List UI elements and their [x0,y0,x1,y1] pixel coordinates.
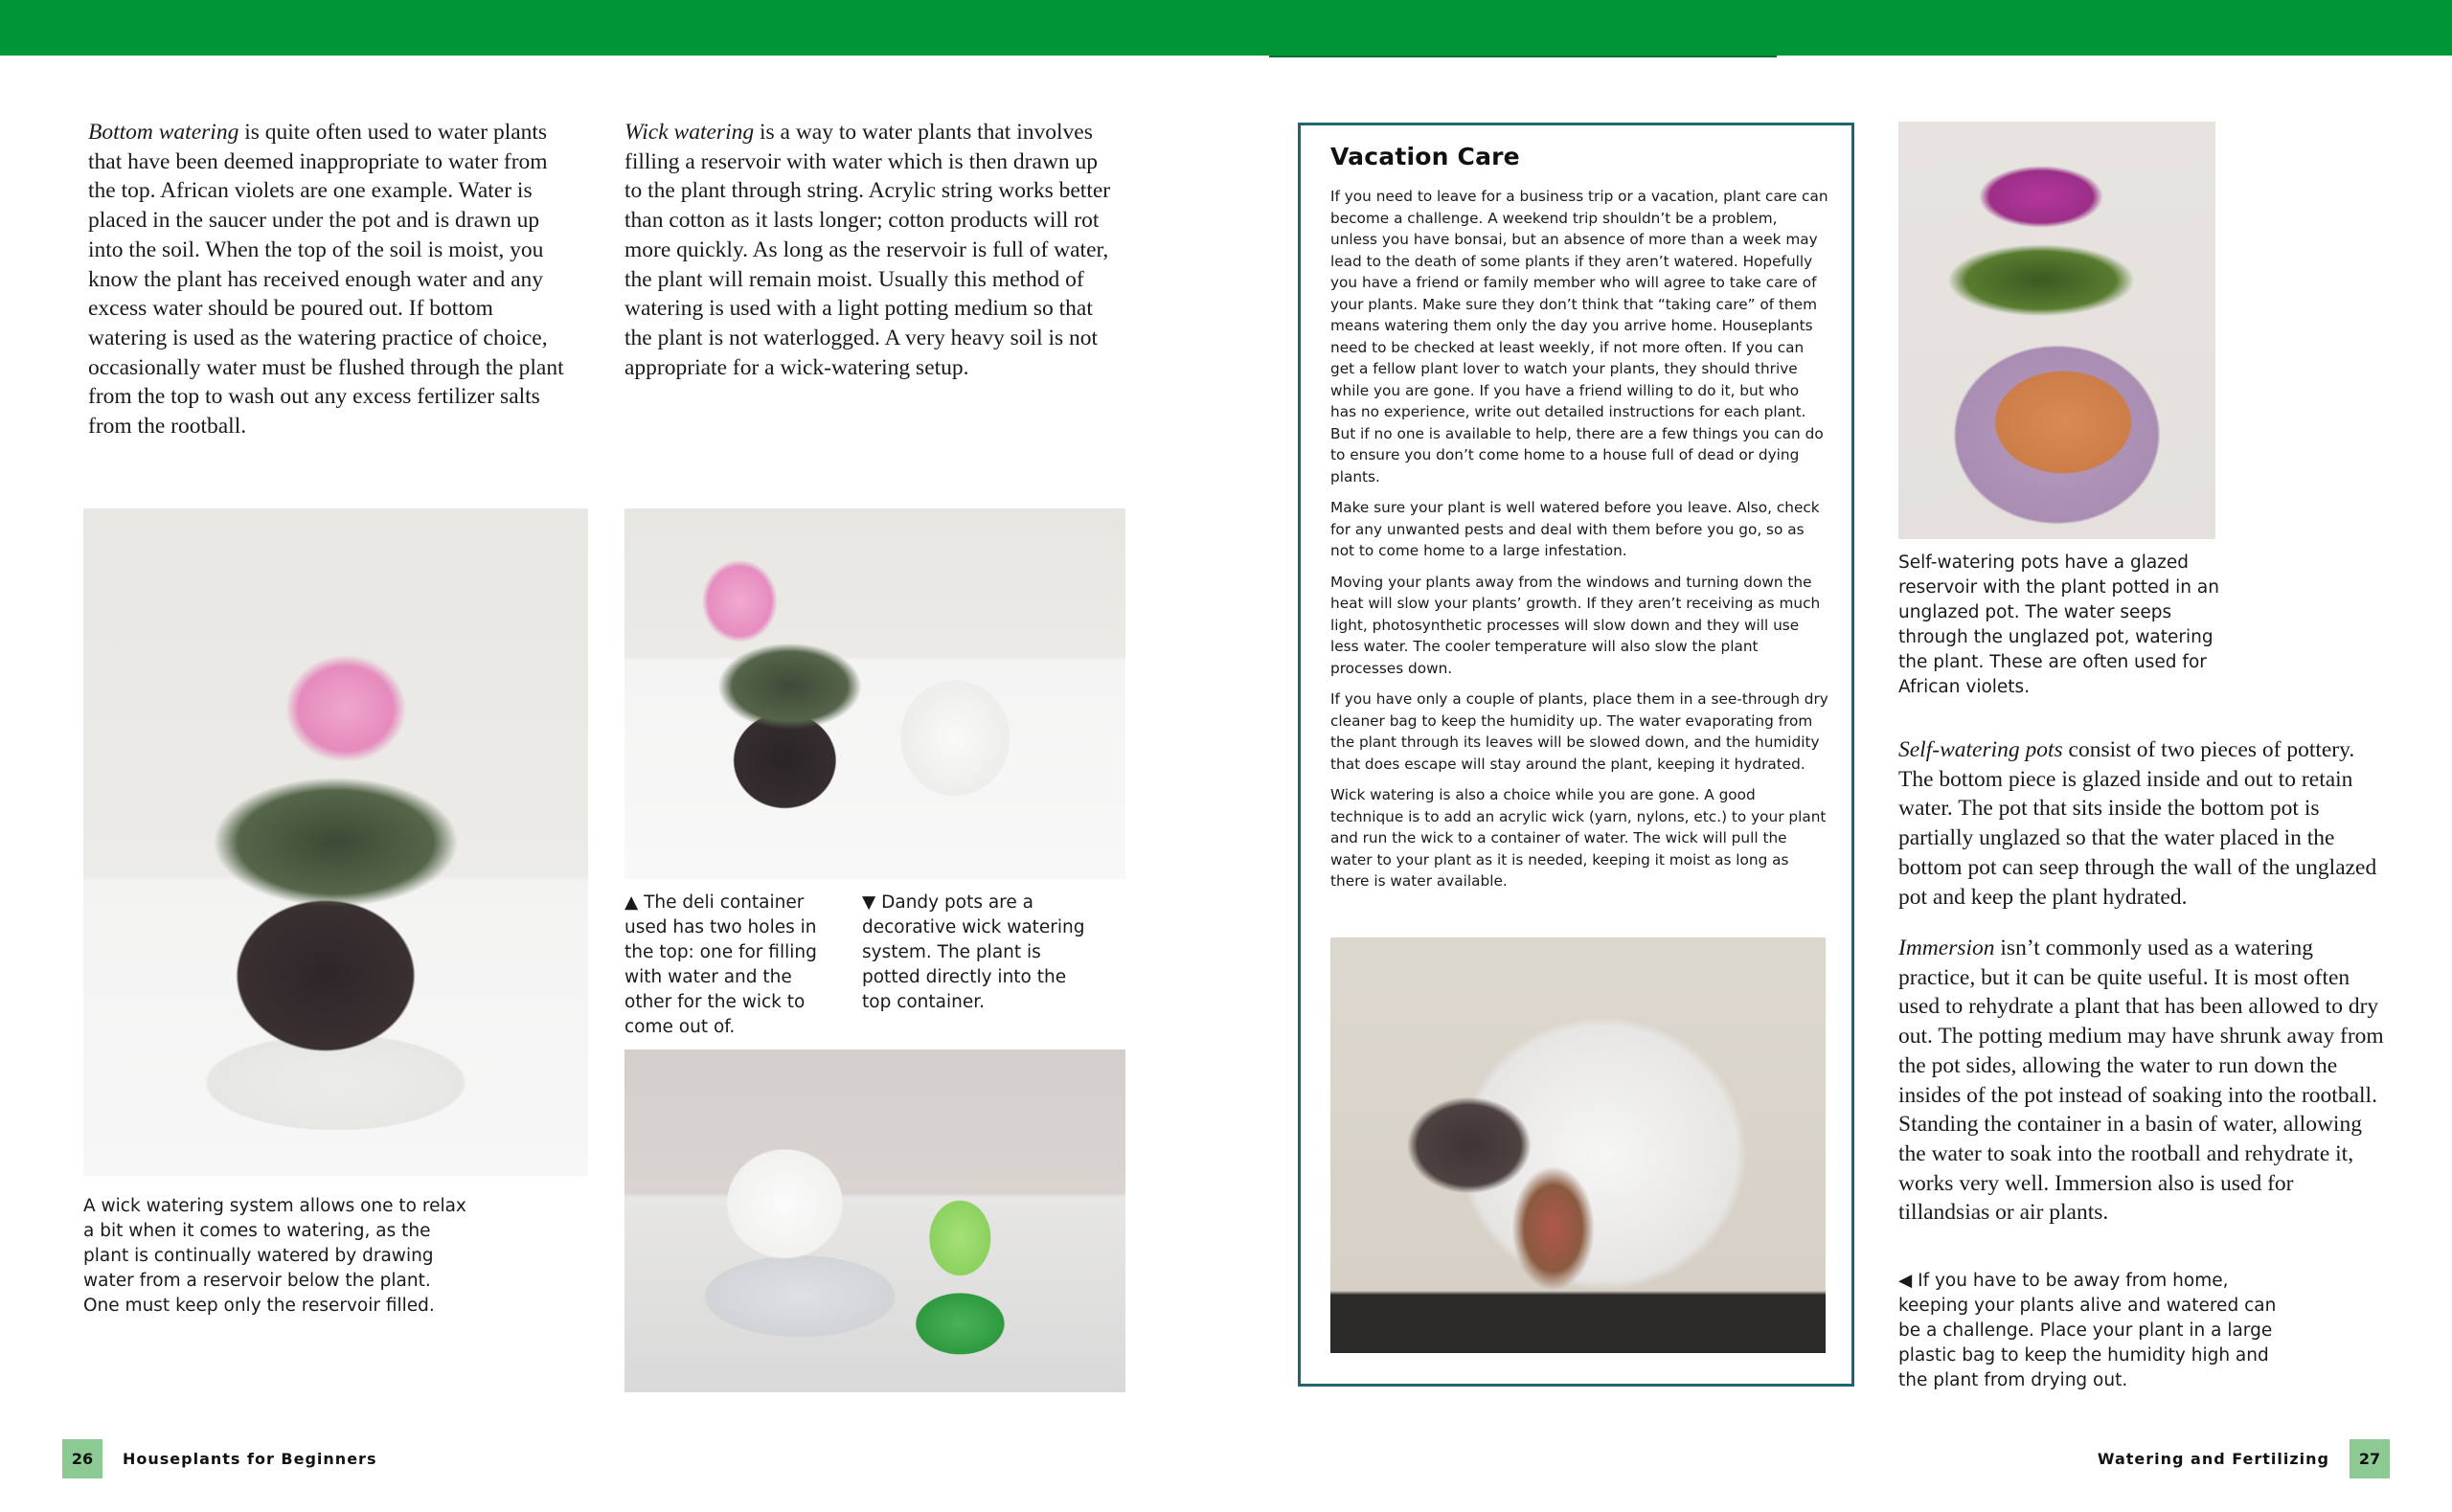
plastic-bag-caption: ◀ If you have to be away from home, keeping your plants alive and watered can be a challenge. Place your plant in a large plastic bag to keep the humidity high and the plant from drying out. [1898,1271,2277,1390]
bottom-watering-paragraph: Bottom watering is quite often used to water plants that have been deemed inappropriate to water from the top. African violets are one example. Water is placed in the saucer under the pot and is drawn up into the soil. When the top of the soil is moist, you know the plant has received enough water and any excess water should be poured out. If bottom watering is used as the watering practice of choice, occasionally water must be flushed through the plant from the top to wash out any excess fertilizer salts from the rootball. [88,120,564,440]
dandy-pots-caption: ▼ Dandy pots are a decorative wick watering system. The plant is potted directly into the top container. [862,892,1085,1012]
sidebar-paragraph: Wick watering is also a choice while you are gone. A good technique is to add an acrylic wick (yarn, nylons, etc.) to your plant and run the wick to a container of water. The wick will pull the water to your plant as it is needed, keeping it moist as long as there is water available. [1330,786,1827,890]
wick-watering-term: Wick watering [624,120,755,145]
self-watering-pot-photo [1898,122,2215,539]
sidebar-paragraph: Moving your plants away from the windows and turning down the heat will slow your plants’ growth. If they aren’t receiving as much light, photosynthetic processes will slow down and they will use less water. The cooler temperature will also slow the plant processes down. [1330,573,1821,677]
self-watering-pot-caption: Self-watering pots have a glazed reservoir with the plant potted in an unglazed pot. The water seeps through the unglazed pot, watering the plant. These are often used for African violets. [1898,553,2219,697]
arrow-left-icon: ◀ [1898,1271,1913,1291]
page-number-left: 26 [62,1439,102,1478]
sidebar-body [1330,186,1828,902]
african-violet-wick-reservoir-photo [83,508,588,1176]
wick-watering-paragraph: Wick watering is a way to water plants that involves filling a reservoir with water which is then drawn up to the plant through string. Acrylic string works better than cotton as it lasts longer; cotton products will rot more quickly. As long as the reservoir is full of water, the plant will remain moist. Usually this method of watering is used with a light potting medium so that the plant is not waterlogged. A very heavy soil is not appropriate for a wick-watering setup. [624,120,1111,380]
running-head-chapter-title: Watering and Fertilizing [2097,1450,2329,1468]
bottom-watering-term: Bottom watering [88,120,239,145]
self-watering-pots-term: Self-watering pots [1898,737,2063,762]
immersion-paragraph: Immersion isn’t commonly used as a watering practice, but it can be quite useful. It is most often used to rehydrate a plant that has been allowed to dry out. The potting medium may have shrunk away from the pot sides, allowing the water to run down the insides of the pot instead of soaking into the rootball. Standing the container in a basin of water, allowing the water to soak into the rootball and rehydrate it, works very well. Immersion also is used for tillandsias or air plants. [1898,936,2384,1226]
page-number-right: 27 [2350,1439,2390,1478]
plant-in-plastic-bag-photo [1330,937,1826,1353]
deli-container-wick-photo [624,508,1125,879]
sidebar-paragraph: Make sure your plant is well watered before you leave. Also, check for any unwanted pests and deal with them before you go, so as not to come home to a large infestation. [1330,499,1820,559]
dandy-pots-photo [624,1049,1125,1392]
wick-system-caption: A wick watering system allows one to relax a bit when it comes to watering, as the plant is continually watered by drawing water from a reservoir below the plant. One must keep only the reservoir filled. [83,1196,466,1316]
sidebar-paragraph: If you need to leave for a business trip or a vacation, plant care can become a challenge. A weekend trip shouldn’t be a problem, unless you have bonsai, but an absence of more than a week may lead to the death of some plants if they aren’t watered. Hopefully you have a friend or family member who will agree to take care of your plants. Make sure they don’t think that “taking care” of them means watering them only the day you arrive home. Houseplants need to be checked at least weekly, if not more often. If you can get a fellow plant lover to watch your plants, they should thrive while you are gone. If you have a friend willing to do it, but who has no experience, write out detailed instructions for each plant. But if no one is available to help, there are a few things you can do to ensure you don’t come home to a house full of dead or dying plants. [1330,188,1828,485]
running-head-book-title: Houseplants for Beginners [123,1450,377,1468]
self-watering-pots-paragraph: Self-watering pots consist of two pieces of pottery. The bottom piece is glazed inside and out to retain water. The pot that sits inside the bottom pot is partially unglazed so that the water placed in the bottom pot can seep through the wall of the unglazed pot and keep the plant hydrated. [1898,737,2377,910]
sidebar-paragraph: If you have only a couple of plants, place them in a see-through dry cleaner bag to keep the humidity up. The water evaporating from the plant through its leaves will be slowed down, and the humidity that does escape will stay around the plant, keeping it hydrated. [1330,690,1828,773]
arrow-up-icon: ▲ [624,892,639,913]
immersion-term: Immersion [1898,936,1995,960]
sidebar-title: Vacation Care [1330,143,1520,170]
band-underline [1269,56,1777,57]
arrow-down-icon: ▼ [862,892,876,913]
chapter-color-band [0,0,2452,56]
deli-container-caption: ▲ The deli container used has two holes in the top: one for filling with water and the other for the wick to come out of. [624,892,817,1037]
